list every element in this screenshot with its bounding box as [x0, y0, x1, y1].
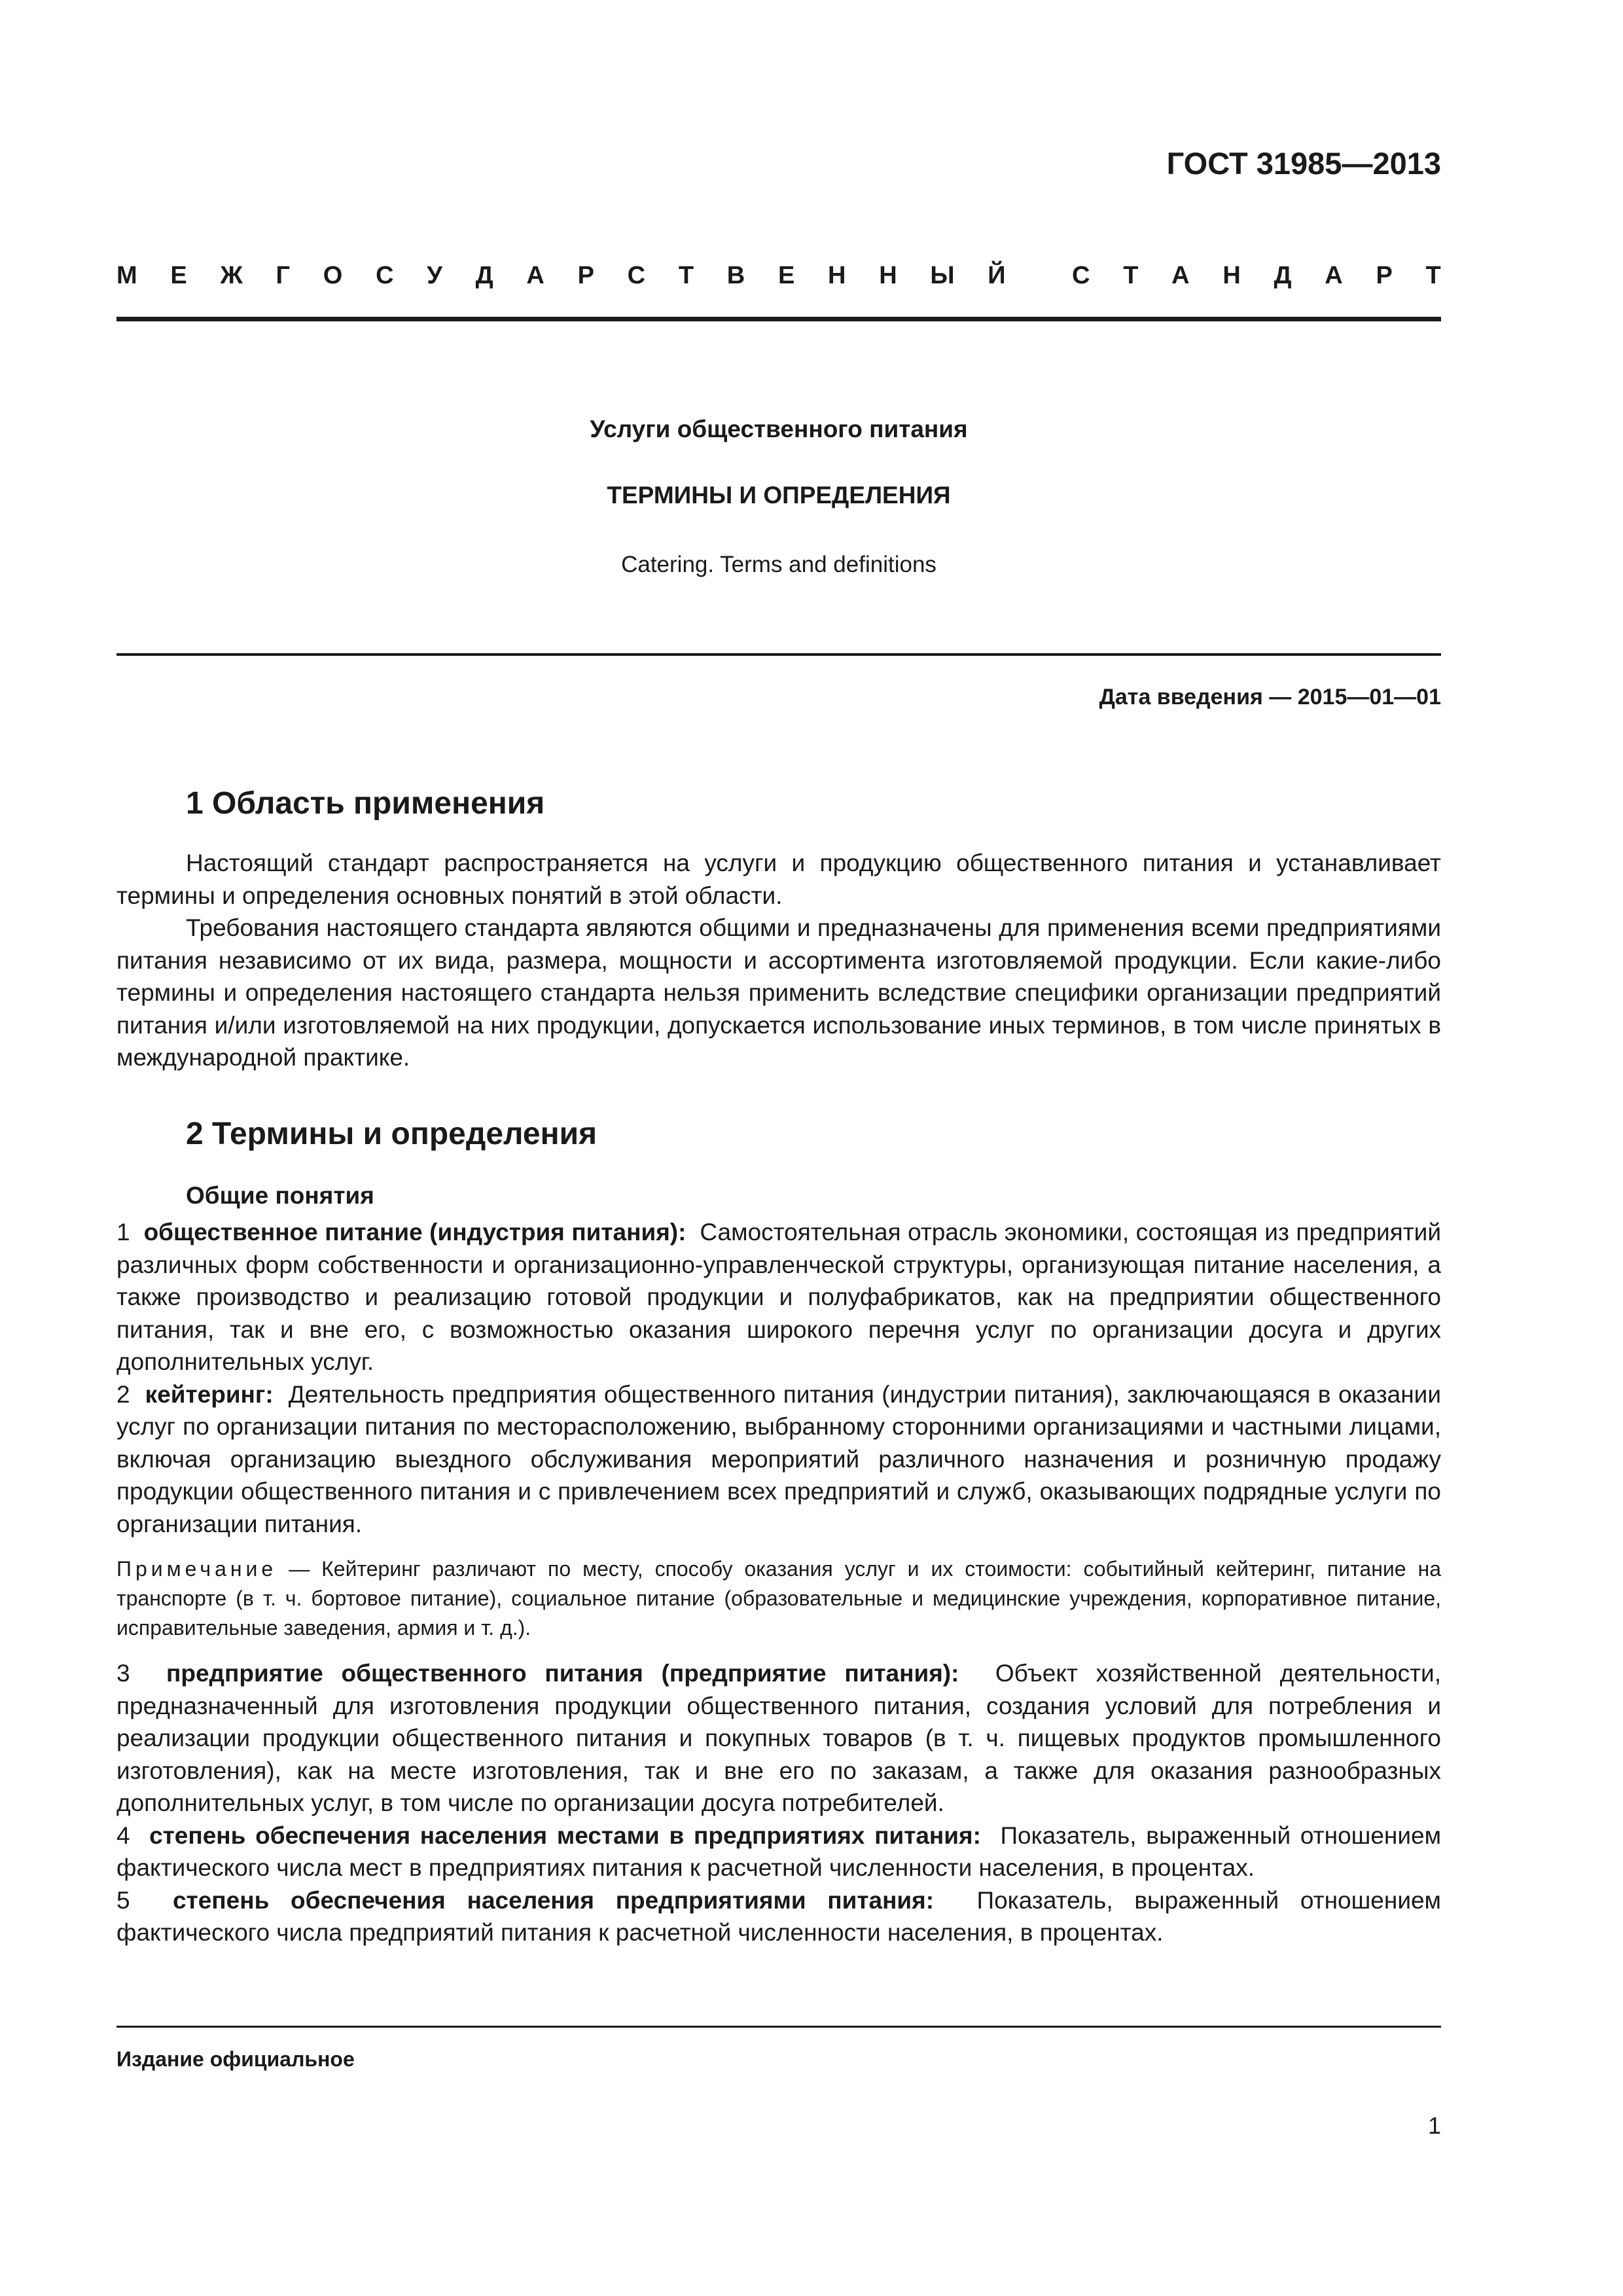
subsection-heading: Общие понятия: [186, 1182, 374, 1209]
introduction-date: Дата введения — 2015—01—01: [1099, 685, 1441, 709]
term-definition: Деятельность предприятия общественного питания (индустрии питания), заключающаяся в оказании услуг по организации питания по месторасположению, выбранному сторонними организациями и частными лицами, включая организацию выездного обслуживания мероприятий различного назначения и розничную продажу продукции общественного питания и с привлечением всех предприятий и служб, оказывающих подрядные услуги по организации питания.: [116, 1380, 1442, 1537]
interstate-standard-banner: [116, 262, 1441, 290]
term-name: степень обеспечения населения местами в предприятиях питания:: [149, 1821, 981, 1849]
banner-letter: Д: [1274, 262, 1292, 289]
document-subtitle-ru: ТЕРМИНЫ И ОПРЕДЕЛЕНИЯ: [607, 482, 951, 509]
banner-letter: О: [323, 262, 343, 289]
term-number: 3: [116, 1660, 130, 1687]
term-entry: [116, 1216, 1441, 1378]
section-heading-scope: 1 Область применения: [186, 786, 545, 821]
banner-letter: Е: [777, 262, 795, 289]
note-text: — Кейтеринг различают по месту, способу оказания услуг и их стоимости: событийный кейтеринг, питание на транспорте (в т. ч. бортовое питание), социальное питание (образовательные и медицинские учреждения, корпоративное питание, исправительные заведения, армия и т. д.).: [116, 1557, 1442, 1640]
banner-letter: С: [1072, 262, 1090, 289]
banner-letter: Ы: [930, 262, 955, 289]
banner-letter: С: [627, 262, 646, 289]
term-number: 5: [116, 1886, 130, 1914]
footer-rule: [116, 2026, 1441, 2028]
term-entry: [116, 1378, 1441, 1541]
term-number: 4: [116, 1821, 130, 1849]
banner-letter: Д: [475, 262, 493, 289]
term-definition: Объект хозяйственной деятельности, предназначенный для изготовления продукции общественного питания, создания условий для потребления и реализации продукции общественного питания и покупных товаров (в т. ч. пищевых продуктов промышленного изготовления), как на месте изготовления, так и вне его по заказам, а также для оказания разнообразных дополнительных услуг, в том числе по организации досуга потребителей.: [116, 1660, 1441, 1816]
note-label: Примечание: [116, 1557, 277, 1581]
section-scope-body: [116, 847, 1441, 1074]
banner-letter: Р: [577, 262, 594, 289]
section-heading-terms: 2 Термины и определения: [186, 1117, 597, 1151]
term-name: общественное питание (индустрия питания):: [143, 1219, 687, 1246]
header-rule: [116, 317, 1441, 321]
banner-letter: Г: [276, 262, 291, 289]
terms-list: [116, 1216, 1441, 1949]
term-definition: Самостоятельная отрасль экономики, состоящая из предприятий различных форм собственности и организационно-управленческой структуры, организующая питание населения, а также производство и реализацию готовой продукции и полуфабрикатов, как на предприятии общественного питания, так и вне его, с возможностью оказания широкого перечня услуг по организации досуга и других дополнительных услуг.: [116, 1219, 1441, 1375]
note: [116, 1554, 1441, 1643]
banner-letter: Й: [988, 262, 1006, 289]
paragraph: Требования настоящего стандарта являются общими и предназначены для применения всеми предприятиями питания независимо от их вида, размера, мощности и ассортимента изготовляемой продукции. Если какие-либо термины и определения настоящего стандарта нельзя применить вследствие специфики организации предприятий питания и/или изготовляемой на них продукции, допускается использование иных терминов, в том числе принятых в международной практике.: [116, 914, 1441, 1071]
document-title-ru: Услуги общественного питания: [590, 416, 968, 442]
banner-letter: В: [726, 262, 745, 289]
page-number: 1: [1427, 2112, 1441, 2139]
banner-letter: Р: [1376, 262, 1393, 289]
banner-letter: Н: [879, 262, 897, 289]
banner-letter: Н: [828, 262, 846, 289]
term-entry: [116, 1884, 1441, 1949]
document-number: ГОСТ 31985—2013: [1166, 146, 1441, 181]
banner-letter: Т: [678, 262, 694, 289]
term-definition: Показатель, выраженный отношением фактического числа мест в предприятиях питания к расчетной численности населения, в процентах.: [116, 1821, 1442, 1881]
banner-letter: Т: [1425, 262, 1441, 289]
term-number: 1: [116, 1219, 130, 1246]
banner-letter: Т: [1123, 262, 1139, 289]
banner-letter: Е: [170, 262, 187, 289]
banner-letter: А: [1325, 262, 1343, 289]
term-name: кейтеринг:: [145, 1380, 274, 1408]
official-edition-label: Издание официальное: [116, 2047, 355, 2071]
banner-letter: Ж: [220, 262, 243, 289]
term-definition: Показатель, выраженный отношением фактического числа предприятий питания к расчетной численности населения, в процентах.: [116, 1886, 1441, 1946]
term-number: 2: [116, 1380, 130, 1408]
banner-letter: У: [427, 262, 442, 289]
banner-letter: М: [116, 262, 137, 289]
term-name: степень обеспечения населения предприятиями питания:: [173, 1886, 935, 1914]
banner-letter: Н: [1222, 262, 1241, 289]
paragraph: Настоящий стандарт распространяется на услуги и продукцию общественного питания и устанавливает термины и определения основных понятий в этой области.: [116, 850, 1441, 909]
banner-letter: А: [1171, 262, 1190, 289]
term-entry: [116, 1657, 1441, 1820]
term-name: предприятие общественного питания (предприятие питания):: [166, 1660, 959, 1687]
banner-letter: А: [526, 262, 544, 289]
title-rule: [116, 653, 1441, 656]
document-title-en: Catering. Terms and definitions: [621, 552, 936, 577]
banner-letter: С: [376, 262, 394, 289]
term-entry: [116, 1820, 1441, 1884]
